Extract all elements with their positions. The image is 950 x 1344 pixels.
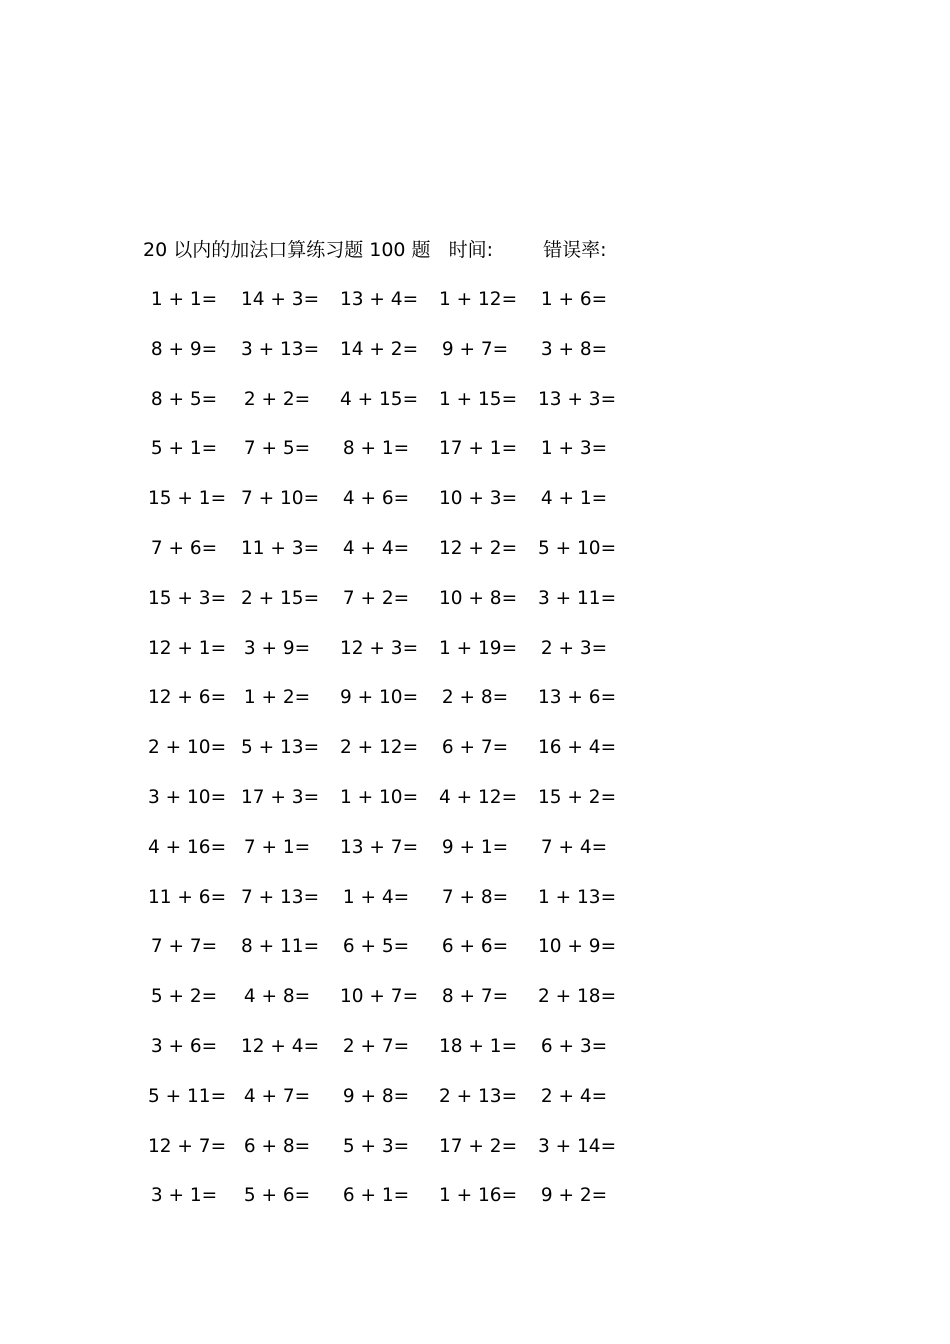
problem-cell: 5 + 2= <box>150 986 218 1008</box>
problem-cell: 11 + 3= <box>241 537 320 559</box>
problem-cell: 6 + 6= <box>441 936 509 958</box>
problem-cell: 6 + 5= <box>342 936 410 958</box>
problem-cell: 14 + 2= <box>340 338 419 360</box>
problem-cell: 16 + 4= <box>538 737 617 759</box>
worksheet-title: 20 以内的加法口算练习题 100 题 <box>143 239 431 261</box>
problem-cell: 7 + 5= <box>243 438 311 460</box>
problem-cell: 4 + 4= <box>342 537 410 559</box>
problem-cell: 9 + 10= <box>340 687 419 709</box>
problem-cell: 17 + 1= <box>439 438 518 460</box>
problem-cell: 1 + 16= <box>439 1185 518 1207</box>
problem-cell: 7 + 10= <box>241 488 320 510</box>
problem-cell: 4 + 1= <box>540 488 608 510</box>
problem-cell: 15 + 2= <box>538 786 617 808</box>
problem-cell: 1 + 4= <box>342 886 410 908</box>
problem-cell: 8 + 11= <box>241 936 320 958</box>
problem-cell: 2 + 12= <box>340 737 419 759</box>
problem-cell: 4 + 8= <box>243 986 311 1008</box>
problem-cell: 17 + 2= <box>439 1135 518 1157</box>
problem-cell: 1 + 15= <box>439 388 518 410</box>
problem-cell: 2 + 13= <box>439 1085 518 1107</box>
problem-cell: 2 + 10= <box>148 737 227 759</box>
problem-cell: 15 + 1= <box>148 488 227 510</box>
problem-cell: 5 + 11= <box>148 1085 227 1107</box>
problem-cell: 7 + 8= <box>441 886 509 908</box>
problem-cell: 13 + 4= <box>340 289 419 310</box>
problem-cell: 5 + 10= <box>538 537 617 559</box>
problem-cell: 2 + 18= <box>538 986 617 1008</box>
problem-cell: 9 + 2= <box>540 1185 608 1207</box>
problem-cell: 3 + 10= <box>148 786 227 808</box>
problem-cell: 6 + 8= <box>243 1135 311 1157</box>
problem-cell: 2 + 7= <box>342 1035 410 1057</box>
problem-cell: 17 + 3= <box>241 786 320 808</box>
problem-cell: 7 + 13= <box>241 886 320 908</box>
problem-cell: 15 + 3= <box>148 587 227 609</box>
problem-cell: 7 + 7= <box>150 936 218 958</box>
problem-cell: 1 + 10= <box>340 786 419 808</box>
problem-cell: 6 + 3= <box>540 1035 608 1057</box>
problem-cell: 1 + 6= <box>540 289 608 310</box>
error-rate-label: 错误率: <box>543 239 607 261</box>
problem-cell: 13 + 7= <box>340 836 419 858</box>
problem-cell: 9 + 7= <box>441 338 509 360</box>
problem-cell: 1 + 1= <box>150 289 218 310</box>
problem-cell: 9 + 1= <box>441 836 509 858</box>
problem-cell: 9 + 8= <box>342 1085 410 1107</box>
problem-cell: 10 + 9= <box>538 936 617 958</box>
problem-cell: 12 + 2= <box>439 537 518 559</box>
problem-cell: 3 + 6= <box>150 1035 218 1057</box>
problem-cell: 10 + 8= <box>439 587 518 609</box>
problem-cell: 4 + 6= <box>342 488 410 510</box>
problem-cell: 11 + 6= <box>148 886 227 908</box>
problem-cell: 2 + 3= <box>540 637 608 659</box>
problem-cell: 2 + 8= <box>441 687 509 709</box>
problem-cell: 12 + 4= <box>241 1035 320 1057</box>
problem-cell: 1 + 2= <box>243 687 311 709</box>
problem-cell: 6 + 7= <box>441 737 509 759</box>
problem-cell: 3 + 8= <box>540 338 608 360</box>
problem-cell: 13 + 6= <box>538 687 617 709</box>
problem-cell: 7 + 6= <box>150 537 218 559</box>
problem-cell: 8 + 5= <box>150 388 218 410</box>
problem-cell: 2 + 15= <box>241 587 320 609</box>
problem-cell: 3 + 1= <box>150 1185 218 1207</box>
problem-cell: 1 + 19= <box>439 637 518 659</box>
problem-cell: 6 + 1= <box>342 1185 410 1207</box>
problem-cell: 12 + 1= <box>148 637 227 659</box>
problem-cell: 5 + 3= <box>342 1135 410 1157</box>
problem-cell: 5 + 1= <box>150 438 218 460</box>
time-label: 时间: <box>448 239 494 261</box>
worksheet-header <box>143 236 606 264</box>
problem-cell: 5 + 13= <box>241 737 320 759</box>
problem-cell: 18 + 1= <box>439 1035 518 1057</box>
problem-cell: 14 + 3= <box>241 289 320 310</box>
problem-cell: 7 + 1= <box>243 836 311 858</box>
problem-cell: 5 + 6= <box>243 1185 311 1207</box>
problem-cell: 1 + 3= <box>540 438 608 460</box>
problem-cell: 7 + 2= <box>342 587 410 609</box>
problem-cell: 10 + 3= <box>439 488 518 510</box>
problem-cell: 7 + 4= <box>540 836 608 858</box>
problem-cell: 3 + 14= <box>538 1135 617 1157</box>
problem-cell: 12 + 6= <box>148 687 227 709</box>
problem-cell: 3 + 9= <box>243 637 311 659</box>
problem-cell: 10 + 7= <box>340 986 419 1008</box>
problem-cell: 1 + 13= <box>538 886 617 908</box>
problem-cell: 8 + 7= <box>441 986 509 1008</box>
problem-cell: 2 + 4= <box>540 1085 608 1107</box>
problem-cell: 8 + 1= <box>342 438 410 460</box>
problem-cell: 1 + 12= <box>439 289 518 310</box>
problem-cell: 4 + 12= <box>439 786 518 808</box>
problem-cell: 8 + 9= <box>150 338 218 360</box>
problem-cell: 4 + 15= <box>340 388 419 410</box>
problem-cell: 2 + 2= <box>243 388 311 410</box>
problem-cell: 3 + 11= <box>538 587 617 609</box>
problem-cell: 4 + 16= <box>148 836 227 858</box>
problem-cell: 12 + 3= <box>340 637 419 659</box>
problem-cell: 12 + 7= <box>148 1135 227 1157</box>
problem-cell: 13 + 3= <box>538 388 617 410</box>
problem-cell: 3 + 13= <box>241 338 320 360</box>
problem-cell: 4 + 7= <box>243 1085 311 1107</box>
